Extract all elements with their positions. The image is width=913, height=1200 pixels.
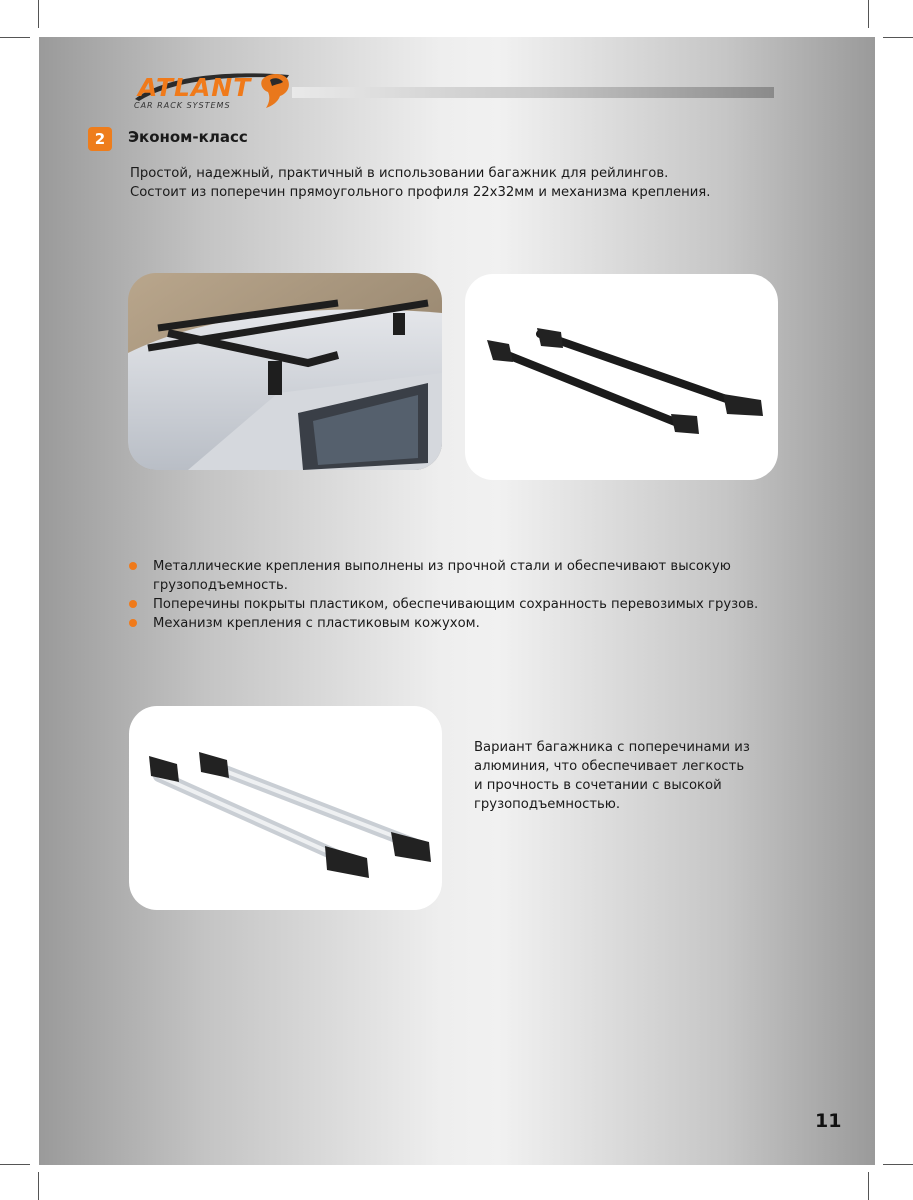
feature-text: Металлические крепления выполнены из прочной стали и обеспечивают высокую грузоподъемность. <box>153 559 731 593</box>
feature-text: Поперечины покрыты пластиком, обеспечивающим сохранность перевозимых грузов. <box>153 597 759 612</box>
variant-line: грузоподъемностью. <box>474 797 621 812</box>
variant-line: алюминия, что обеспечивает легкость <box>474 759 745 774</box>
crop-mark <box>883 1164 913 1165</box>
crop-mark <box>0 1164 30 1165</box>
bullet-icon <box>129 600 137 608</box>
page-number: 11 <box>815 1110 842 1132</box>
intro-line: Простой, надежный, практичный в использовании багажник для рейлингов. <box>130 166 669 181</box>
photo-aluminium-crossbars <box>129 706 442 910</box>
logo-tagline: CAR RACK SYSTEMS <box>134 101 231 110</box>
list-item <box>128 557 808 595</box>
list-item <box>128 595 808 614</box>
photo-black-crossbars <box>465 274 778 480</box>
crop-mark <box>883 37 913 38</box>
intro-paragraph <box>130 164 770 202</box>
crop-mark <box>868 1172 869 1200</box>
section-number-badge: 2 <box>88 127 112 151</box>
features-list <box>128 557 808 633</box>
header-rule <box>292 87 774 98</box>
crop-mark <box>0 37 30 38</box>
logo-animal-head-icon <box>258 72 292 110</box>
logo-wordmark: ATLANT <box>138 73 252 102</box>
bullet-icon <box>129 619 137 627</box>
section-title: Эконом-класс <box>128 128 248 146</box>
intro-line: Состоит из поперечин прямоугольного профиля 22х32мм и механизма крепления. <box>130 185 711 200</box>
crop-mark <box>38 1172 39 1200</box>
photo-car-roof-rack <box>128 273 442 470</box>
variant-description <box>474 738 774 814</box>
list-item <box>128 614 808 633</box>
variant-line: Вариант багажника с поперечинами из <box>474 740 750 755</box>
feature-text: Механизм крепления с пластиковым кожухом. <box>153 616 480 631</box>
bullet-icon <box>129 562 137 570</box>
crop-mark <box>38 0 39 28</box>
crop-mark <box>868 0 869 28</box>
variant-line: и прочность в сочетании с высокой <box>474 778 722 793</box>
